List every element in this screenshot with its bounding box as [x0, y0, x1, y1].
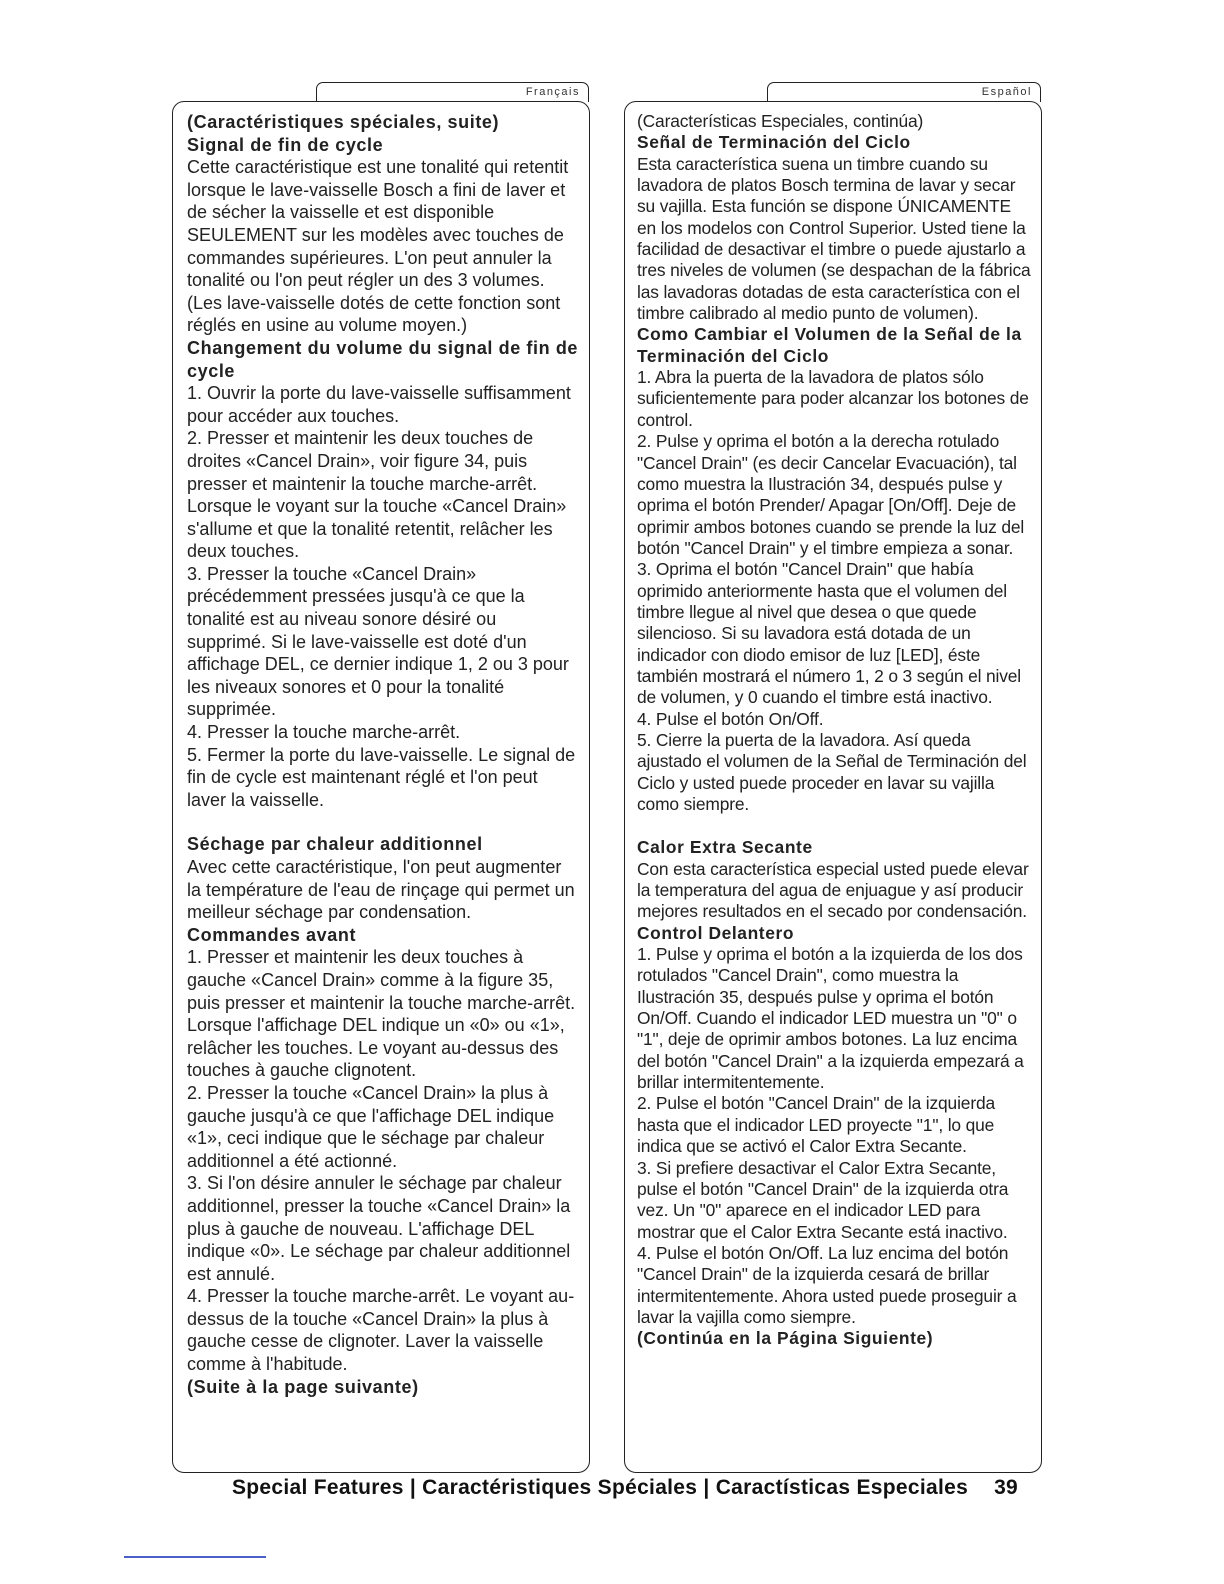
paragraph: (Características Especiales, continúa)	[637, 111, 924, 131]
section-heading: Signal de fin de cycle	[187, 134, 384, 155]
paragraph: 4. Presser la touche marche-arrêt.	[187, 722, 461, 743]
paragraph: Esta característica suena un timbre cuando su lavadora de platos Bosch termina de lavar y secar su vajilla. Esta función se dispone ÚNICAMENTE en los modelos con Control Superior. Usted tiene la facilidad de desactivar el timbre o puede ajustarlo a tres niveles de volumen (se despachan de la fábrica las lavadoras dotadas de esta característica con el timbre calibrado al medio punto de volumen).	[637, 153, 1031, 324]
paragraph: Con esta característica especial usted puede elevar la temperatura del agua de enjuague y así producir mejores resultados en el secado por condensación.	[637, 858, 1029, 922]
paragraph: 2. Presser la touche «Cancel Drain» la plus à gauche jusqu'à ce que l'affichage DEL indique «1», ceci indique que le séchage par chaleur additionnel a été actionné.	[187, 1082, 555, 1171]
paragraph: 3. Si l'on désire annuler le séchage par chaleur additionnel, presser la touche «Cancel Drain» la plus à gauche de nouveau. L'affichage DEL indique «0». Le séchage par chaleur additionnel est annulé.	[187, 1173, 571, 1284]
paragraph: 5. Fermer la porte du lave-vaisselle. Le signal de fin de cycle est maintenant réglé et l'on peut laver la vaisselle.	[187, 744, 576, 810]
decorative-rule	[124, 1556, 266, 1558]
section-heading: (Suite à la page suivante)	[187, 1376, 419, 1397]
footer-title: Special Features | Caractéristiques Spéciales | Caractísticas Especiales	[232, 1476, 969, 1499]
paragraph: 1. Ouvrir la porte du lave-vaisselle suffisamment pour accéder aux touches.	[187, 383, 571, 426]
paragraph: 1. Pulse y oprima el botón a la izquierda de los dos rotulados "Cancel Drain", como muestra la Ilustración 35, después pulse y oprima el botón On/Off. Cuando el indicador LED muestra un "0" o "1", deje de oprimir ambos botones. La luz encima del botón "Cancel Drain" a la izquierda empezará a brillar intermitentemente.	[637, 944, 1024, 1093]
section-heading: Control Delantero	[637, 922, 795, 943]
spanish-column	[637, 111, 1032, 1350]
section-heading: Commandes avant	[187, 924, 357, 945]
paragraph: 2. Pulse el botón "Cancel Drain" de la izquierda hasta que el indicador LED proyecte "1", lo que indica que se activó el Calor Extra Secante.	[637, 1093, 996, 1157]
paragraph: 1. Presser et maintenir les deux touches à gauche «Cancel Drain» comme à la figure 35, puis presser et maintenir la touche marche-arrêt. Lorsque l'affichage DEL indique un «0» ou «1», relâcher les touches. Le voyant au-dessus des touches à gauche clignotent.	[187, 947, 576, 1081]
section-heading: Changement du volume du signal de fin de cycle	[187, 337, 579, 381]
paragraph: 1. Abra la puerta de la lavadora de platos sólo suficientemente para poder alcanzar los botones de control.	[637, 367, 1029, 430]
paragraph: 4. Presser la touche marche-arrêt. Le voyant au-dessus de la touche «Cancel Drain» la plus à gauche cesse de clignoter. Laver la vaisselle comme à l'habitude.	[187, 1286, 575, 1375]
page-number: 39	[994, 1476, 1019, 1499]
paragraph: 3. Presser la touche «Cancel Drain» précédemment pressées jusqu'à ce que la tonalité est au niveau sonore désiré ou supprimé. Si le lave-vaisselle est doté d'un affichage DEL, ce dernier indique 1, 2 ou 3 pour les niveaux sonores et 0 pour la tonalité supprimée.	[187, 563, 569, 720]
language-tab-spanish: Español	[767, 82, 1041, 102]
section-heading: (Caractéristiques spéciales, suite)	[187, 112, 500, 132]
section-heading: Séchage par chaleur additionnel	[187, 834, 483, 855]
paragraph: 5. Cierre la puerta de la lavadora. Así queda ajustado el volumen de la Señal de Terminación del Ciclo y usted puede proceder en lavar su vajilla como siempre.	[637, 729, 1027, 814]
page-footer	[232, 1476, 1018, 1500]
paragraph: Avec cette caractéristique, l'on peut augmenter la température de l'eau de rinçage qui permet un meilleur séchage par condensation.	[187, 857, 575, 923]
paragraph: 4. Pulse el botón On/Off. La luz encima del botón "Cancel Drain" de la izquierda cesará de brillar intermitentemente. Ahora usted puede proseguir a lavar la vajilla como siempre.	[637, 1242, 1017, 1327]
paragraph: 3. Si prefiere desactivar el Calor Extra Secante, pulse el botón "Cancel Drain" de la izquierda otra vez. Un "0" aparece en el indicador LED para mostrar que el Calor Extra Secante está inactivo.	[637, 1157, 1009, 1242]
paragraph: 2. Pulse y oprima el botón a la derecha rotulado "Cancel Drain" (es decir Cancelar Evacuación), tal como muestra la Ilustración 34, después pulse y oprima el botón Prender/ Apagar [On/Off]. Deje de oprimir ambos botones cuando se prende la luz del botón "Cancel Drain" y el timbre empieza a sonar.	[637, 431, 1025, 558]
section-heading: Señal de Terminación del Ciclo	[637, 132, 911, 153]
language-tab-french: Français	[316, 82, 589, 102]
spacer	[187, 811, 579, 833]
section-heading: Calor Extra Secante	[637, 837, 813, 858]
paragraph: 3. Oprima el botón "Cancel Drain" que había oprimido anteriormente hasta que el volumen del timbre llegue al nivel que desea o que quede silencioso. Si su lavadora está dotada de un indicador con diodo emisor de luz [LED], éste también mostrará el número 1, 2 o 3 según el nivel de volumen, y 0 cuando el timbre está inactivo.	[637, 559, 1022, 708]
french-column	[187, 111, 579, 1398]
paragraph: Cette caractéristique est une tonalité qui retentit lorsque le lave-vaisselle Bosch a fini de laver et de sécher la vaisselle et est disponible SEULEMENT sur les modèles avec touches de commandes supérieures. L'on peut annuler la tonalité ou l'on peut régler un des 3 volumes. (Les lave-vaisselle dotés de cette fonction sont réglés en usine au volume moyen.)	[187, 157, 569, 336]
paragraph: 4. Pulse el botón On/Off.	[637, 708, 824, 729]
section-heading: (Continúa en la Página Siguiente)	[637, 1328, 934, 1349]
paragraph: 2. Presser et maintenir les deux touches de droites «Cancel Drain», voir figure 34, puis presser et maintenir la touche marche-arrêt. Lorsque le voyant sur la touche «Cancel Drain» s'allume et que la tonalité retentit, relâcher les deux touches.	[187, 428, 567, 562]
section-heading: Como Cambiar el Volumen de la Señal de la Terminación del Ciclo	[637, 324, 1022, 366]
spacer	[637, 815, 1032, 837]
